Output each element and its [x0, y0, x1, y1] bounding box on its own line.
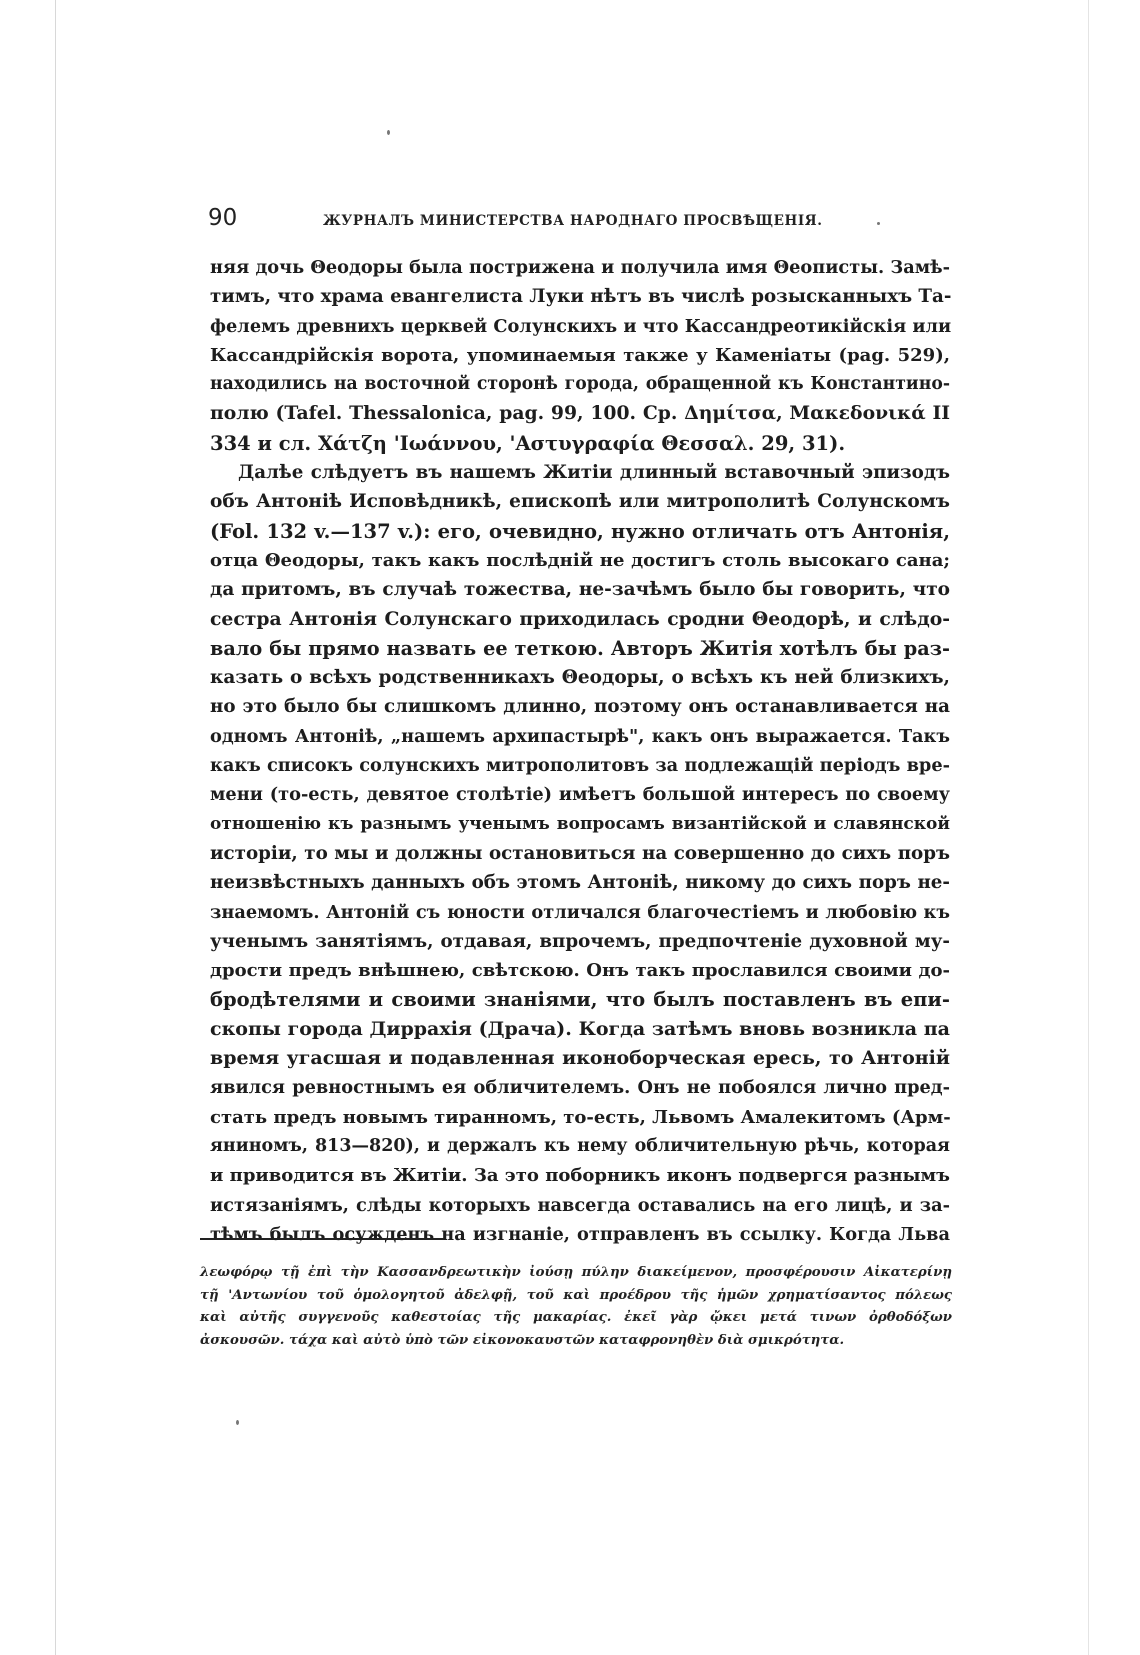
- footnote-line: τῇ 'Αντωνίου τοῦ ὁμολογητοῦ ἀδελφῇ, τοῦ καὶ προέδρου τῆς ἡμῶν χρηματίσαντος πόλεως: [200, 1287, 952, 1303]
- text-line: бродѣтелями и своими знаніями, что былъ поставленъ въ епи-: [210, 988, 950, 1012]
- text-line: явился ревностнымъ ея обличителемъ. Онъ не побоялся лично пред-: [210, 1077, 950, 1099]
- text-line: яниномъ, 813—820), и держалъ къ нему обличительную рѣчь, которая: [210, 1135, 950, 1156]
- scan-speck: [236, 1420, 239, 1425]
- text-line: (Fol. 132 v.—137 v.): его, очевидно, нужно отличать отъ Антонія,: [210, 519, 950, 543]
- text-line: тѣмъ былъ осужденъ на изгнаніе, отправленъ въ ссылку. Когда Льва: [210, 1223, 950, 1245]
- text-line: отношенію къ разнымъ ученымъ вопросамъ византійской и славянской: [210, 813, 950, 834]
- text-line: казать о всѣхъ родственникахъ Θеодоры, о всѣхъ къ ней близкихъ,: [210, 667, 950, 689]
- text-line: и приводится въ Житіи. За это поборникъ иконъ подвергся разнымъ: [210, 1165, 950, 1187]
- text-line: 334 и сл. Χάτζη 'Ιωάννου, 'Αστυγραφία Θεσσαλ. 29, 31).: [210, 431, 846, 455]
- text-line: стать предъ новымъ тиранномъ, то-есть, Львомъ Амалекитомъ (Арм-: [210, 1106, 951, 1128]
- footnote-line: ἀσκουσῶν. τάχα καὶ αὐτὸ ὑπὸ τῶν εἰκονοκαυστῶν καταφρονηθὲν διὰ σμικρότητα.: [200, 1332, 845, 1348]
- page-header: [208, 205, 948, 239]
- scan-speck: [387, 130, 390, 135]
- footnote: [200, 1262, 952, 1352]
- text-line: дрости предъ внѣшнею, свѣтскою. Онъ такъ прославился своими до-: [210, 960, 950, 982]
- text-line: Далѣе слѣдуетъ въ нашемъ Житіи длинный вставочный эпизодъ: [238, 462, 950, 484]
- text-line: няя дочь Θеодоры была пострижена и получила имя Θеописты. Замѣ-: [210, 257, 950, 278]
- text-line: скопы города Диррахія (Драча). Когда затѣмъ вновь возникла па: [210, 1017, 950, 1040]
- text-line: знаемомъ. Антоній съ юности отличался благочестіемъ и любовію къ: [210, 901, 950, 923]
- text-line: время угасшая и подавленная иконоборческая ересь, то Антоній: [210, 1047, 950, 1070]
- text-line: мени (то-есть, девятое столѣтіе) имѣетъ большой интересъ по своему: [210, 784, 950, 806]
- text-line: да притомъ, въ случаѣ тожества, не-зачѣмъ было бы говорить, что: [210, 579, 950, 601]
- text-line: сестра Антонія Солунскаго приходилась сродни Θеодорѣ, и слѣдо-: [210, 607, 950, 630]
- footnote-line: καὶ αὐτῆς συγγενοῦς καθεστοίας τῆς μακαρίας. ἐκεῖ γὰρ ᾤκει μετά τινων ὀρθοδόξων: [200, 1310, 952, 1325]
- text-line: но это было бы слишкомъ длинно, поэтому онъ останавливается на: [210, 696, 950, 718]
- text-line: отца Θеодоры, такъ какъ послѣдній не достигъ столь высокаго сана;: [210, 549, 950, 571]
- running-head: ЖУРНАЛЪ МИНИСТЕРСТВА НАРОДНАГО ПРОСВѢЩЕНІЯ.: [323, 213, 823, 229]
- body-text: [210, 253, 950, 1249]
- text-line: фелемъ древнихъ церквей Солунскихъ и что Кассандреотикійскія или: [210, 315, 952, 337]
- text-line: какъ списокъ солунскихъ митрополитовъ за подлежащій періодъ вре-: [210, 755, 950, 777]
- text-line: неизвѣстныхъ данныхъ объ этомъ Антоніѣ, никому до сихъ поръ не-: [210, 872, 950, 894]
- text-line: вало бы прямо назвать ее теткою. Авторъ Житія хотѣлъ бы раз-: [210, 636, 950, 660]
- text-line: ученымъ занятіямъ, отдавая, впрочемъ, предпочтеніе духовной му-: [210, 930, 950, 952]
- text-line: исторіи, то мы и должны остановиться на совершенно до сихъ поръ: [210, 842, 950, 864]
- text-line: Кассандрійскія ворота, упоминаемыя также у Каменіаты (pag. 529),: [210, 344, 950, 366]
- footnote-divider: [200, 1238, 444, 1240]
- footnote-line: λεωφόρῳ τῇ ἐπὶ τὴν Κασσανδρεωτικὴν ἰούσῃ πύλην διακείμενον, προσφέρουσιν Αἰκατερίνῃ: [200, 1265, 952, 1280]
- text-line: объ Антоніѣ Исповѣдникѣ, епископѣ или митрополитѣ Солунскомъ: [210, 491, 950, 513]
- text-line: находились на восточной сторонѣ города, обращенной къ Константино-: [210, 374, 950, 395]
- text-line: истязаніямъ, слѣды которыхъ навсегда оставались на его лицѣ, и за-: [210, 1194, 950, 1216]
- text-line: одномъ Антоніѣ, „нашемъ архипастырѣ", какъ онъ выражается. Такъ: [210, 725, 950, 747]
- text-line: полю (Tafel. Thessalonica, pag. 99, 100. Ср. Δημίτσα, Μακεδονικά II: [210, 402, 950, 425]
- page-number: 90: [208, 205, 238, 231]
- text-line: тимъ, что храма евангелиста Луки нѣтъ въ числѣ розысканныхъ Та-: [210, 286, 952, 308]
